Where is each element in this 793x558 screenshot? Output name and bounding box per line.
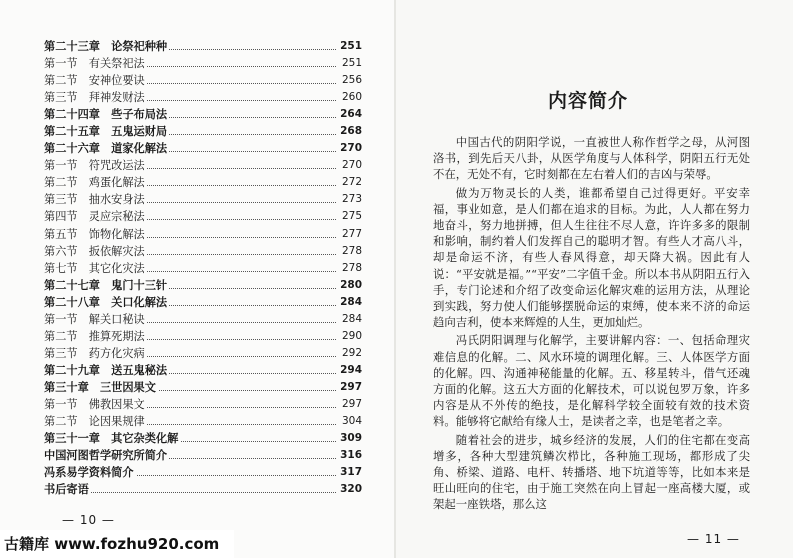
section-heading: 内容简介 (548, 90, 629, 112)
toc-entry-page: 290 (339, 328, 362, 345)
toc-entry (44, 106, 362, 123)
toc-entry-page: 292 (339, 345, 362, 362)
toc-entry (44, 157, 362, 174)
toc-entry-page: 278 (339, 260, 362, 277)
toc-entry (44, 208, 362, 225)
toc-entry-page: 251 (339, 55, 362, 72)
toc-entry (44, 294, 362, 311)
toc-entry-title: 第六节 扳依解灾法 (44, 244, 145, 258)
toc-entry-page: 280 (337, 277, 362, 294)
toc-entry-page: 264 (337, 106, 362, 123)
toc-entry (44, 277, 362, 294)
toc-entry (44, 191, 362, 208)
toc-entry-page: 273 (339, 191, 362, 208)
toc-entry-page: 284 (339, 311, 362, 328)
toc-entry-title: 第二十七章 鬼门十三针 (44, 277, 168, 292)
toc-entry (44, 311, 362, 328)
left-page-number: — 10 — (62, 513, 115, 527)
toc-entry-page: 304 (339, 413, 362, 430)
toc-entry-page: 260 (339, 89, 362, 106)
toc-entry (44, 379, 362, 396)
toc-entry-page: 317 (337, 464, 362, 481)
body-paragraph: 冯氏阴阳调理与化解学，主要讲解内容：一、包括命理灾难信息的化解。二、风水环境的调理化解。三、人体医学方面的化解。四、沟通神秘能量的化解。五、移星转斗，借气还魂方面的化解。这五大方面的化解技术，可以说包罗万象，许多内容是从不外传的绝技，是化解科学较全面较有效的技术资料。能够将它献给有缘人士，是读者之幸，也是笔者之幸。 (433, 333, 750, 429)
toc-entry-page: 316 (337, 447, 362, 464)
toc-entry (44, 345, 362, 362)
toc-entry-page: 270 (339, 157, 362, 174)
toc-entry-title: 第二十三章 论祭祀种种 (44, 39, 168, 53)
toc-entry-page: 251 (337, 38, 362, 55)
toc-entry (44, 481, 362, 498)
table-of-contents (44, 38, 362, 498)
toc-entry (44, 396, 362, 413)
toc-entry (44, 447, 362, 464)
toc-entry-title: 第三十一章 其它杂类化解 (44, 431, 179, 446)
toc-entry-title: 第一节 有关祭祀法 (44, 57, 145, 71)
toc-entry-title: 书后寄语 (44, 482, 89, 497)
toc-entry-page: 272 (339, 174, 362, 191)
toc-entry-page: 256 (339, 72, 362, 89)
toc-entry-title: 第二节 论因果规律 (44, 415, 145, 429)
toc-entry-title: 第二节 安神位要诀 (44, 74, 145, 88)
toc-entry-page: 284 (337, 294, 362, 311)
toc-entry (44, 430, 362, 447)
toc-entry-page: 309 (337, 430, 362, 447)
toc-entry-title: 中国河图哲学研究所简介 (44, 448, 168, 463)
toc-entry-title: 第一节 解关口秘诀 (44, 312, 145, 326)
toc-entry (44, 89, 362, 106)
toc-entry-title: 第二十九章 送五鬼秘法 (44, 362, 168, 377)
toc-entry (44, 140, 362, 157)
toc-entry-page: 268 (337, 123, 362, 140)
toc-entry-title: 第二节 推算死期法 (44, 329, 145, 343)
toc-entry-page: 275 (339, 208, 362, 225)
toc-entry-page: 297 (339, 396, 362, 413)
toc-entry-title: 第七节 其它化灾法 (44, 261, 145, 275)
toc-entry-title: 第二十八章 关口化解法 (44, 294, 168, 309)
toc-entry-page: 278 (339, 243, 362, 260)
toc-entry (44, 72, 362, 89)
toc-entry-title: 冯系易学资料简介 (44, 465, 134, 480)
body-paragraph: 随着社会的进步，城乡经济的发展，人们的住宅都在变高增多，各种大型建筑鳞次栉比，各种施工现场，都形成了尖角、桥梁、道路、电杆、转播塔、地下坑道等等，比如本来是旺山旺向的住宅，由于施工突然在向上冒起一座高楼大厦，或架起一座铁塔，那么这 (433, 432, 750, 512)
toc-entry-title: 第三节 拜神发财法 (44, 91, 145, 105)
toc-entry-title: 第一节 符咒改运法 (44, 159, 145, 173)
toc-entry-page: 277 (339, 226, 362, 243)
toc-entry-title: 第二节 鸡蛋化解法 (44, 176, 145, 190)
toc-entry (44, 226, 362, 243)
body-paragraph: 做为万物灵长的人类，谁都希望自己过得更好。平安幸福，事业如意，是人们都在追求的目标。为此，人人都在努力地奋斗，努力地拼搏，但人生往往不尽人意，许许多多的限制和影响，制约着人们发挥自己的聪明才智。有些人才高八斗，却是命运不济，有些人春风得意，却天降大祸。因此有人说：“平安就是福。”“平安”二字值千金。所以本书从阴阳五行入手，专门论述和介绍了改变命运化解灾难的运用方法，从理论到实践，努力使人们能够摆脱命运的束缚，使本来不济的命运趋向吉利，使本来辉煌的人生，更加灿烂。 (433, 185, 750, 330)
toc-entry (44, 174, 362, 191)
toc-entry (44, 260, 362, 277)
toc-entry-title: 第二十六章 道家化解法 (44, 141, 168, 156)
left-page (0, 0, 396, 558)
toc-entry (44, 464, 362, 481)
toc-entry-title: 第四节 灵应宗秘法 (44, 210, 145, 224)
right-page-number: — 11 — (683, 532, 744, 546)
toc-entry-title: 第三十章 三世因果文 (44, 379, 156, 394)
toc-entry (44, 123, 362, 140)
toc-entry-title: 第五节 饰物化解法 (44, 227, 145, 241)
toc-entry-title: 第二十五章 五鬼运财局 (44, 124, 168, 139)
toc-entry (44, 243, 362, 260)
toc-entry-page: 297 (337, 379, 362, 396)
toc-entry-title: 第一节 佛教因果文 (44, 397, 145, 411)
toc-entry-title: 第三节 药方化灾病 (44, 346, 145, 360)
intro-body-text (433, 134, 750, 513)
toc-entry (44, 55, 362, 72)
toc-entry-page: 320 (337, 481, 362, 498)
body-paragraph: 中国古代的阴阳学说，一直被世人称作哲学之母，从河图洛书，到先后天八卦，从医学角度与人体科学，阴阳五行无处不在，无处不有，它时刻都在左右着人们的吉凶与荣辱。 (433, 135, 750, 182)
toc-entry (44, 328, 362, 345)
toc-entry-title: 第三节 抽水安身法 (44, 193, 145, 207)
toc-entry (44, 413, 362, 430)
toc-entry (44, 38, 362, 55)
toc-entry-page: 270 (337, 140, 362, 157)
toc-entry-page: 294 (337, 362, 362, 379)
site-watermark: 古籍库 www.fozhu920.com (0, 530, 234, 558)
toc-entry-title: 第二十四章 些子布局法 (44, 107, 168, 122)
toc-entry (44, 362, 362, 379)
